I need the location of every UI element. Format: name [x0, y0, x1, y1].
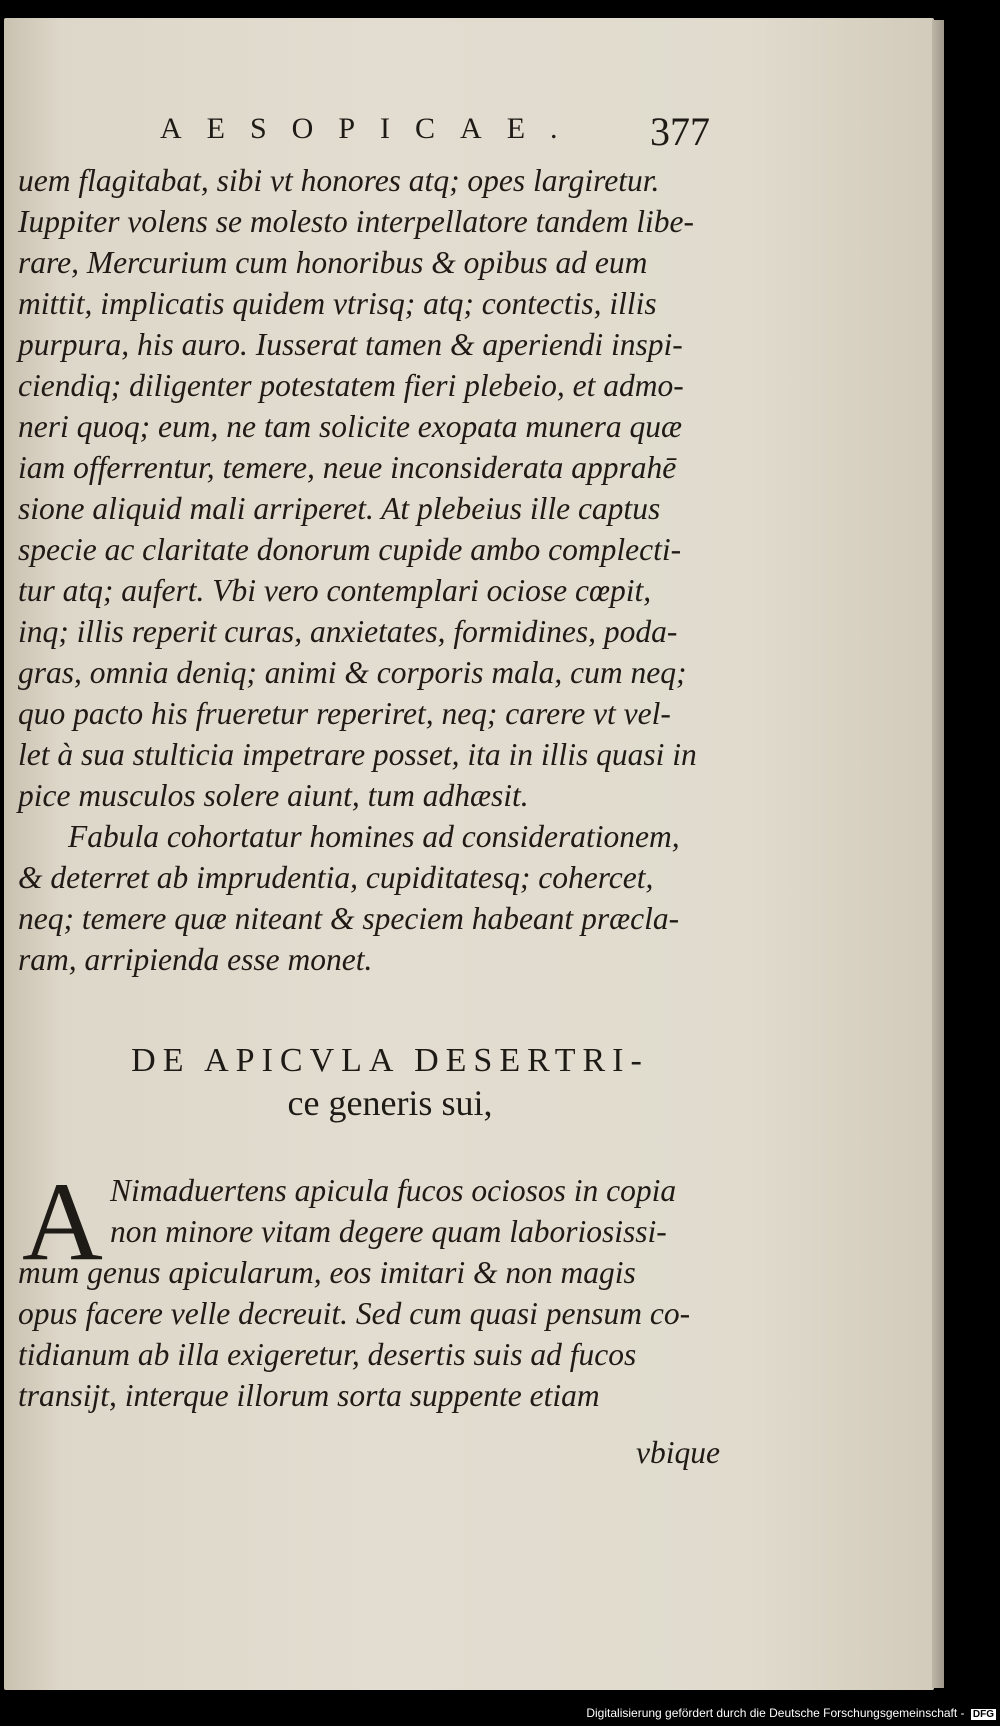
text-line: quo pacto his frueretur reperiret, neq; carere vt vel-	[18, 696, 671, 731]
running-head: AESOPICAE.	[160, 112, 583, 145]
catchword: vbique	[636, 1435, 720, 1470]
moral-line: ram, arripienda esse monet.	[18, 942, 373, 977]
text-line: transijt, interque illorum sorta suppente etiam	[18, 1378, 600, 1413]
heading-line-1: DE APICVLA DESERTRI-	[131, 1042, 649, 1079]
moral-line: Fabula cohortatur homines ad considerationem,	[68, 819, 680, 854]
fable-story	[18, 1160, 730, 1416]
text-line: tur atq; aufert. Vbi vero contemplari ociose cœpit,	[18, 573, 652, 608]
text-line: mum genus apicularum, eos imitari & non magis	[18, 1255, 636, 1290]
drop-cap: A	[22, 1160, 103, 1284]
heading-line-2: ce generis sui,	[287, 1083, 493, 1123]
text-line: tidianum ab illa exigeretur, desertis suis ad fucos	[18, 1337, 637, 1372]
dfg-logo: DFG	[972, 1709, 994, 1720]
page-edge	[932, 20, 944, 1688]
text-line: let à sua stulticia impetrare posset, ita in illis quasi in	[18, 737, 697, 772]
moral-line: & deterret ab imprudentia, cupiditatesq; cohercet,	[18, 860, 654, 895]
fable-body	[18, 160, 730, 980]
fable-heading	[55, 1042, 725, 1124]
page-number: 377	[650, 109, 710, 154]
credit-text: Digitalisierung gefördert durch die Deutsche Forschungsgemeinschaft -	[586, 1706, 965, 1720]
text-line: Iuppiter volens se molesto interpellatore tandem libe-	[18, 204, 694, 239]
text-line: inq; illis reperit curas, anxietates, formidines, poda-	[18, 614, 678, 649]
digitization-credit	[586, 1706, 996, 1720]
text-line: purpura, his auro. Iusserat tamen & aperiendi inspi-	[18, 327, 683, 362]
text-line: iam offerrentur, temere, neue inconsiderata apprahē	[18, 450, 677, 485]
text-line: sione aliquid mali arriperet. At plebeius ille captus	[18, 491, 661, 526]
text-line: uem flagitabat, sibi vt honores atq; opes largiretur.	[18, 163, 660, 198]
text-line: ciendiq; diligenter potestatem fieri plebeio, et admo-	[18, 368, 684, 403]
text-line: specie ac claritate donorum cupide ambo complecti-	[18, 532, 682, 567]
text-line: neri quoq; eum, ne tam solicite exopata munera quæ	[18, 409, 683, 444]
text-line: mittit, implicatis quidem vtrisq; atq; contectis, illis	[18, 286, 657, 321]
text-line: rare, Mercurium cum honoribus & opibus ad eum	[18, 245, 648, 280]
text-line: non minore vitam degere quam laboriosissi-	[110, 1214, 667, 1249]
text-line: pice musculos solere aiunt, tum adhæsit.	[18, 778, 529, 813]
text-line: gras, omnia deniq; animi & corporis mala, cum neq;	[18, 655, 687, 690]
text-line: Nimaduertens apicula fucos ociosos in copia	[110, 1173, 677, 1208]
text-line: opus facere velle decreuit. Sed cum quasi pensum co-	[18, 1296, 691, 1331]
moral-line: neq; temere quæ niteant & speciem habeant præcla-	[18, 901, 680, 936]
